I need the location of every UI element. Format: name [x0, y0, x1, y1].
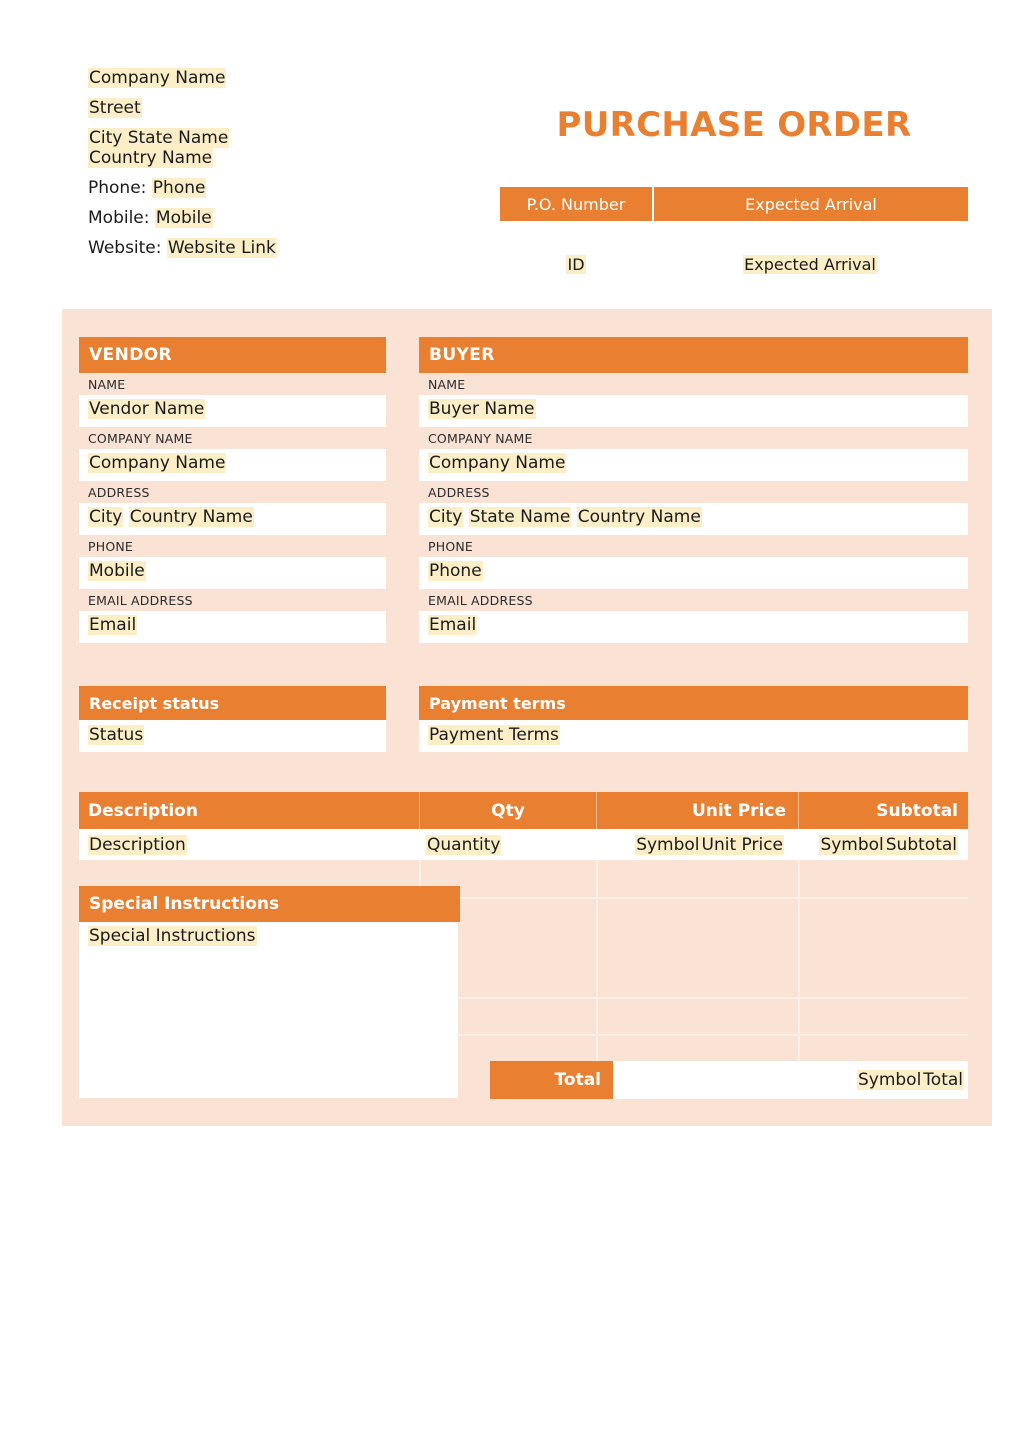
buyer-phone-value: Phone — [429, 561, 482, 581]
vendor-phone-value: Mobile — [89, 561, 145, 581]
vendor-email-label: EMAIL ADDRESS — [88, 593, 193, 608]
city-state-value: City State Name — [89, 128, 229, 148]
buyer-email-field[interactable] — [419, 611, 968, 643]
payment-terms-header: Payment terms — [419, 686, 968, 720]
table-row[interactable] — [79, 829, 968, 860]
grid-vline-2 — [596, 860, 598, 1084]
vendor-address-country: Country Name — [129, 507, 253, 527]
special-instructions-block — [79, 886, 460, 1098]
buyer-company-value: Company Name — [429, 453, 566, 473]
website-label: Website: — [88, 238, 162, 258]
street-value: Street — [89, 98, 141, 118]
row-unit-price-value: Unit Price — [701, 834, 783, 855]
phone-label: Phone: — [88, 178, 147, 198]
payment-terms-field[interactable] — [419, 720, 968, 752]
column-header-unit-price: Unit Price — [691, 800, 786, 821]
row-description-value: Description — [89, 834, 186, 855]
line-items-table — [79, 792, 968, 860]
vendor-company-field[interactable] — [79, 449, 386, 481]
payment-terms-block — [419, 686, 968, 752]
vendor-email-field[interactable] — [79, 611, 386, 643]
po-values-row — [500, 255, 968, 274]
buyer-name-label: NAME — [428, 377, 466, 392]
payment-terms-value: Payment Terms — [429, 725, 559, 745]
total-value: Total — [923, 1070, 963, 1090]
vendor-address-field[interactable] — [79, 503, 386, 535]
letterhead-country — [88, 150, 418, 167]
buyer-email-value: Email — [429, 615, 477, 635]
buyer-block — [419, 337, 968, 643]
cell-qty[interactable] — [419, 829, 595, 860]
po-number-cell — [500, 255, 652, 274]
po-header-bar — [500, 187, 968, 221]
column-header-qty: Qty — [491, 800, 525, 821]
buyer-phone-label: PHONE — [428, 539, 474, 554]
website-link-value: Website Link — [167, 238, 276, 258]
buyer-phone-field[interactable] — [419, 557, 968, 589]
special-instructions-value: Special Instructions — [89, 926, 256, 946]
main-panel — [62, 309, 992, 1126]
letterhead-mobile — [88, 210, 418, 227]
table-header-row — [79, 792, 968, 829]
column-header-subtotal: Subtotal — [876, 800, 958, 821]
row-unit-price-symbol: Symbol — [636, 834, 700, 855]
letterhead-company-name — [88, 70, 418, 87]
cell-subtotal[interactable] — [796, 829, 968, 860]
receipt-status-field[interactable] — [79, 720, 386, 752]
po-number-header: P.O. Number — [500, 187, 652, 221]
country-value: Country Name — [89, 148, 213, 168]
cell-unit-price[interactable] — [595, 829, 796, 860]
grid-vline-3 — [798, 860, 800, 1084]
vendor-phone-label: PHONE — [88, 539, 134, 554]
special-instructions-field[interactable] — [79, 922, 458, 1098]
buyer-company-field[interactable] — [419, 449, 968, 481]
receipt-status-value: Status — [89, 725, 144, 745]
total-row — [490, 1061, 968, 1099]
po-number-value: ID — [567, 255, 585, 274]
column-header-description: Description — [88, 800, 198, 821]
buyer-address-city: City — [429, 507, 463, 527]
buyer-name-value: Buyer Name — [429, 399, 535, 419]
buyer-header: BUYER — [419, 337, 968, 373]
vendor-header: VENDOR — [79, 337, 386, 373]
buyer-company-label: COMPANY NAME — [428, 431, 533, 446]
buyer-email-label: EMAIL ADDRESS — [428, 593, 533, 608]
buyer-name-field[interactable] — [419, 395, 968, 427]
buyer-address-field[interactable] — [419, 503, 968, 535]
receipt-status-header: Receipt status — [79, 686, 386, 720]
vendor-address-label: ADDRESS — [88, 485, 150, 500]
cell-description[interactable] — [79, 829, 419, 860]
buyer-address-label: ADDRESS — [428, 485, 490, 500]
vendor-name-field[interactable] — [79, 395, 386, 427]
company-name-value: Company Name — [89, 68, 226, 88]
mobile-value: Mobile — [155, 208, 212, 228]
vendor-address-city: City — [89, 507, 123, 527]
vendor-name-value: Vendor Name — [89, 399, 205, 419]
vendor-name-label: NAME — [88, 377, 126, 392]
total-value-field[interactable] — [613, 1061, 968, 1099]
row-qty-value: Quantity — [427, 834, 501, 855]
vendor-company-label: COMPANY NAME — [88, 431, 193, 446]
vendor-block — [79, 337, 386, 643]
letterhead — [88, 70, 418, 270]
vendor-email-value: Email — [89, 615, 137, 635]
special-instructions-header: Special Instructions — [79, 886, 460, 922]
letterhead-street — [88, 100, 418, 117]
total-label: Total — [490, 1061, 613, 1099]
mobile-label: Mobile: — [88, 208, 150, 228]
buyer-address-state: State Name — [469, 507, 571, 527]
phone-value: Phone — [152, 178, 206, 198]
row-subtotal-symbol: Symbol — [820, 834, 884, 855]
vendor-phone-field[interactable] — [79, 557, 386, 589]
page-title: PURCHASE ORDER — [556, 105, 912, 145]
expected-arrival-header: Expected Arrival — [654, 187, 968, 221]
expected-arrival-cell — [652, 255, 968, 274]
vendor-company-value: Company Name — [89, 453, 226, 473]
receipt-status-block — [79, 686, 386, 752]
letterhead-city-state — [88, 130, 418, 147]
row-subtotal-value: Subtotal — [885, 834, 957, 855]
expected-arrival-value: Expected Arrival — [744, 255, 876, 274]
buyer-address-country: Country Name — [577, 507, 701, 527]
total-symbol: Symbol — [857, 1070, 922, 1090]
letterhead-phone — [88, 180, 418, 197]
letterhead-website — [88, 240, 418, 257]
